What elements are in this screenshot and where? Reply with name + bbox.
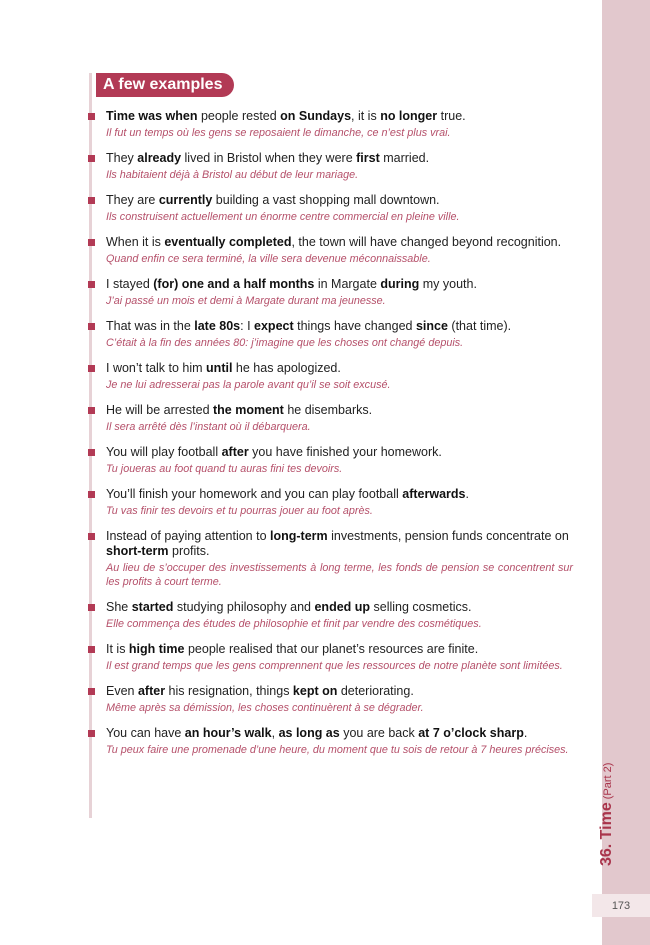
- english-sentence: [106, 361, 573, 376]
- sentence-text: married.: [379, 151, 430, 165]
- sentence-text: Instead of paying attention to: [106, 529, 271, 543]
- french-translation: Elle commença des études de philosophie et finit par vendre des cosmétiques.: [106, 618, 482, 630]
- french-translation: Tu vas finir tes devoirs et tu pourras jouer au foot après.: [106, 505, 373, 517]
- french-translation: Il sera arrêté dès l’instant où il débarquera.: [106, 421, 311, 433]
- section-title: A few examples: [96, 73, 234, 97]
- key-phrase: until: [206, 361, 233, 375]
- french-translation: Ils construisent actuellement un énorme centre commercial en pleine ville.: [106, 211, 460, 223]
- sentence-text: When it is: [106, 235, 165, 249]
- english-sentence: [106, 600, 573, 615]
- french-translation: Je ne lui adresserai pas la parole avant qu’il se soit excusé.: [106, 379, 391, 391]
- key-phrase: high time: [128, 642, 185, 656]
- bullet-square-icon: [88, 197, 95, 204]
- bullet-square-icon: [88, 730, 95, 737]
- chapter-title: [598, 763, 616, 866]
- bullet-square-icon: [88, 281, 95, 288]
- sentence-text: I won’t talk to him: [106, 361, 207, 375]
- sentence-text: he disembarks.: [283, 403, 373, 417]
- french-translation: Tu peux faire une promenade d’une heure, du moment que tu sois de retour à 7 heures précises.: [106, 744, 569, 756]
- english-sentence: [106, 445, 573, 460]
- sentence-text: investments, pension funds concentrate on: [327, 529, 569, 543]
- key-phrase: kept on: [292, 684, 338, 698]
- example-item: [88, 726, 573, 757]
- bullet-square-icon: [88, 533, 95, 540]
- bullet-square-icon: [88, 604, 95, 611]
- sentence-text: people rested: [197, 109, 281, 123]
- bullet-square-icon: [88, 365, 95, 372]
- key-phrase: the moment: [213, 403, 284, 417]
- english-sentence: [106, 642, 573, 657]
- sentence-text: (that time).: [447, 319, 512, 333]
- french-translation: Quand enfin ce sera terminé, la ville sera devenue méconnaissable.: [106, 253, 431, 265]
- example-item: [88, 445, 573, 476]
- french-translation: Il fut un temps où les gens se reposaient le dimanche, ce n’est plus vrai.: [106, 127, 451, 139]
- chapter-part: (Part 2): [602, 762, 614, 800]
- key-phrase: after: [137, 684, 166, 698]
- sentence-text: his resignation, things: [165, 684, 293, 698]
- sentence-text: building a vast shopping mall downtown.: [212, 193, 440, 207]
- examples-list: [88, 109, 573, 768]
- key-phrase: as long as: [278, 726, 340, 740]
- sentence-text: you are back: [339, 726, 419, 740]
- bullet-square-icon: [88, 491, 95, 498]
- sentence-text: he has apologized.: [232, 361, 341, 375]
- sentence-text: true.: [437, 109, 466, 123]
- example-item: [88, 529, 573, 589]
- sentence-text: You’ll finish your homework and you can play football: [106, 487, 403, 501]
- sentence-text: deteriorating.: [337, 684, 414, 698]
- example-item: [88, 642, 573, 673]
- page-number: 173: [592, 894, 650, 917]
- example-item: [88, 684, 573, 715]
- sentence-text: my youth.: [419, 277, 477, 291]
- english-sentence: [106, 109, 573, 124]
- english-sentence: [106, 151, 573, 166]
- key-phrase: ended up: [314, 600, 371, 614]
- key-phrase: during: [380, 277, 420, 291]
- sentence-text: profits.: [168, 544, 210, 558]
- sentence-text: She: [106, 600, 132, 614]
- bullet-square-icon: [88, 688, 95, 695]
- key-phrase: (for) one and a half months: [153, 277, 315, 291]
- key-phrase: no longer: [380, 109, 438, 123]
- example-item: [88, 193, 573, 224]
- example-item: [88, 151, 573, 182]
- sentence-text: lived in Bristol when they were: [181, 151, 357, 165]
- sentence-text: ,: [271, 726, 279, 740]
- sentence-text: , it is: [351, 109, 381, 123]
- sentence-text: They are: [106, 193, 159, 207]
- key-phrase: already: [137, 151, 182, 165]
- example-item: [88, 235, 573, 266]
- key-phrase: short-term: [106, 544, 169, 558]
- sentence-text: You can have: [106, 726, 185, 740]
- key-phrase: first: [356, 151, 380, 165]
- sentence-text: , the town will have changed beyond recognition.: [291, 235, 562, 249]
- bullet-square-icon: [88, 407, 95, 414]
- french-translation: Même après sa démission, les choses continuèrent à se dégrader.: [106, 702, 424, 714]
- key-phrase: currently: [158, 193, 213, 207]
- key-phrase: at 7 o’clock sharp: [418, 726, 524, 740]
- key-phrase: after: [221, 445, 249, 459]
- english-sentence: [106, 529, 573, 559]
- bullet-square-icon: [88, 155, 95, 162]
- sentence-text: It is: [106, 642, 129, 656]
- key-phrase: eventually completed: [164, 235, 292, 249]
- key-phrase: an hour’s walk: [184, 726, 272, 740]
- english-sentence: [106, 684, 573, 699]
- sentence-text: I stayed: [106, 277, 154, 291]
- english-sentence: [106, 726, 573, 741]
- sentence-text: selling cosmetics.: [370, 600, 472, 614]
- sentence-text: you have finished your homework.: [248, 445, 442, 459]
- english-sentence: [106, 277, 573, 292]
- english-sentence: [106, 403, 573, 418]
- english-sentence: [106, 319, 573, 334]
- sentence-text: They: [106, 151, 138, 165]
- french-translation: J’ai passé un mois et demi à Margate durant ma jeunesse.: [106, 295, 386, 307]
- bullet-square-icon: [88, 113, 95, 120]
- key-phrase: afterwards: [402, 487, 466, 501]
- french-translation: Il est grand temps que les gens comprennent que les ressources de notre planète sont limitées.: [106, 660, 563, 672]
- key-phrase: long-term: [270, 529, 328, 543]
- key-phrase: started: [131, 600, 174, 614]
- key-phrase: expect: [254, 319, 294, 333]
- sentence-text: .: [465, 487, 469, 501]
- example-item: [88, 403, 573, 434]
- key-phrase: since: [415, 319, 448, 333]
- french-translation: C’était à la fin des années 80: j’imagine que les choses ont changé depuis.: [106, 337, 464, 349]
- example-item: [88, 109, 573, 140]
- chapter-name: 36. Time: [598, 802, 615, 866]
- english-sentence: [106, 235, 573, 250]
- bullet-square-icon: [88, 239, 95, 246]
- bullet-square-icon: [88, 323, 95, 330]
- sentence-text: That was in the: [106, 319, 195, 333]
- french-translation: Au lieu de s’occuper des investissements à long terme, les fonds de pension se concentrent sur les profits à court terme.: [106, 562, 573, 588]
- sentence-text: studying philosophy and: [173, 600, 315, 614]
- sentence-text: people realised that our planet’s resources are finite.: [184, 642, 479, 656]
- sentence-text: He will be arrested: [106, 403, 213, 417]
- sentence-text: Even: [106, 684, 138, 698]
- key-phrase: on Sundays: [280, 109, 352, 123]
- english-sentence: [106, 193, 573, 208]
- french-translation: Ils habitaient déjà à Bristol au début de leur mariage.: [106, 169, 359, 181]
- bullet-square-icon: [88, 646, 95, 653]
- key-phrase: Time was when: [106, 109, 198, 123]
- sentence-text: : I: [240, 319, 255, 333]
- example-item: [88, 361, 573, 392]
- example-item: [88, 277, 573, 308]
- sentence-text: in Margate: [314, 277, 381, 291]
- example-item: [88, 487, 573, 518]
- french-translation: Tu joueras au foot quand tu auras fini tes devoirs.: [106, 463, 343, 475]
- sentence-text: .: [523, 726, 528, 740]
- example-item: [88, 600, 573, 631]
- english-sentence: [106, 487, 573, 502]
- sentence-text: things have changed: [293, 319, 416, 333]
- example-item: [88, 319, 573, 350]
- key-phrase: late 80s: [194, 319, 241, 333]
- sentence-text: You will play football: [106, 445, 222, 459]
- bullet-square-icon: [88, 449, 95, 456]
